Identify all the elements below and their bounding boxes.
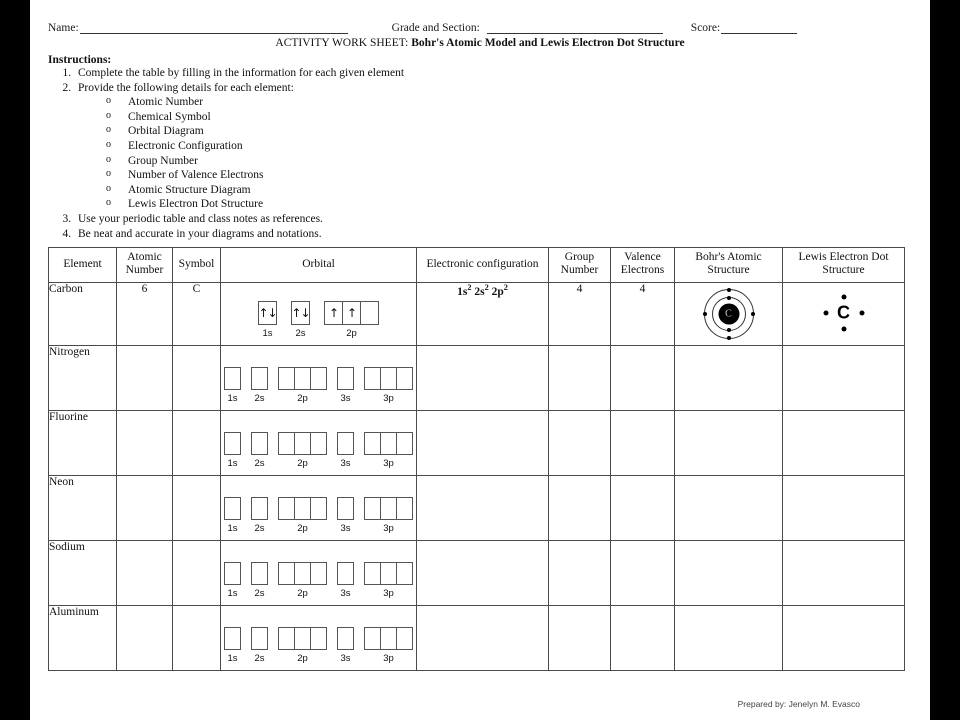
orbital-group — [324, 301, 379, 339]
cell-lewis-structure[interactable] — [783, 345, 905, 410]
orbital-boxes — [251, 367, 268, 390]
orbital-group — [224, 432, 241, 469]
cell-orbital[interactable] — [221, 475, 417, 540]
orbital-group — [364, 497, 413, 534]
cell-atomic-number[interactable] — [117, 605, 173, 670]
orbital-group — [251, 627, 268, 664]
orbital-boxes — [337, 367, 354, 390]
orbital-group — [251, 367, 268, 404]
instructions-heading: Instructions: — [48, 54, 112, 66]
column-header-electronic-configuration: Electronic configuration — [417, 248, 549, 282]
orbital-group — [337, 432, 354, 469]
orbital-arrows: ↑ — [346, 305, 357, 320]
orbital-boxes — [337, 627, 354, 650]
orbital-box[interactable] — [310, 627, 327, 650]
table-row — [49, 345, 905, 410]
orbital-box[interactable] — [380, 432, 397, 455]
orbital-label: 2s — [254, 457, 265, 469]
orbital-label: 2p — [297, 457, 308, 469]
orbital-boxes — [278, 562, 327, 585]
orbital-boxes — [258, 301, 277, 325]
table-row — [49, 605, 905, 670]
orbital-label: 2s — [254, 587, 265, 599]
instruction-detail: o Lewis Electron Dot Structure — [106, 197, 912, 212]
table-row — [49, 475, 905, 540]
instruction-detail: o Chemical Symbol — [106, 110, 912, 125]
orbital-group — [291, 301, 310, 339]
column-header-lewis-structure: Lewis Electron Dot Structure — [783, 248, 905, 282]
table-header-row — [49, 248, 905, 282]
orbital-label: 3p — [383, 457, 394, 469]
electron-dot — [727, 296, 731, 300]
orbital-label: 1s — [227, 587, 238, 599]
cell-atomic-number[interactable] — [117, 410, 173, 475]
orbital-box[interactable] — [380, 497, 397, 520]
cell-group-number[interactable] — [549, 345, 611, 410]
cell-electronic-configuration[interactable] — [417, 475, 549, 540]
instruction-item: 4. Be neat and accurate in your diagrams and notations. — [74, 227, 912, 242]
orbital-diagram[interactable] — [221, 346, 416, 410]
orbital-boxes — [291, 301, 310, 325]
orbital-label: 3s — [340, 457, 351, 469]
orbital-boxes — [251, 432, 268, 455]
cell-element: Aluminum — [49, 605, 117, 670]
orbital-boxes — [364, 367, 413, 390]
orbital-label: 3p — [383, 522, 394, 534]
orbital-group — [364, 562, 413, 599]
orbital-label: 2s — [254, 522, 265, 534]
orbital-boxes — [324, 301, 379, 325]
cell-group-number[interactable] — [549, 605, 611, 670]
orbital-boxes — [224, 562, 241, 585]
electron-dot — [727, 336, 731, 340]
orbital-label: 3p — [383, 652, 394, 664]
orbital-box[interactable] — [224, 367, 241, 390]
cell-symbol[interactable] — [173, 345, 221, 410]
orbital-box[interactable] — [294, 432, 311, 455]
orbital-group — [278, 367, 327, 404]
table-body — [49, 282, 905, 670]
orbital-group — [224, 627, 241, 664]
orbital-box[interactable] — [310, 432, 327, 455]
orbital-group — [364, 627, 413, 664]
instruction-item: 1. Complete the table by filling in the information for each given element — [74, 66, 912, 81]
orbital-box[interactable] — [294, 627, 311, 650]
orbital-box[interactable] — [342, 301, 361, 325]
electron-dot — [727, 288, 731, 292]
orbital-box[interactable] — [258, 301, 277, 325]
instruction-item: 3. Use your periodic table and class notes as references. — [74, 212, 912, 227]
orbital-box[interactable] — [396, 627, 413, 650]
column-header-orbital: Orbital — [221, 248, 417, 282]
table-row — [49, 282, 905, 345]
cell-bohr-structure[interactable] — [675, 282, 783, 345]
name-label: Name: — [48, 22, 79, 34]
orbital-group — [258, 301, 277, 339]
cell-orbital[interactable] — [221, 605, 417, 670]
orbital-group — [224, 562, 241, 599]
orbital-label: 3p — [383, 392, 394, 404]
column-header-valence-electrons: Valence Electrons — [611, 248, 675, 282]
orbital-boxes — [364, 432, 413, 455]
orbital-box[interactable] — [294, 497, 311, 520]
orbital-box[interactable] — [364, 627, 381, 650]
cell-atomic-number[interactable] — [117, 475, 173, 540]
score-label: Score: — [690, 22, 721, 34]
orbital-group — [364, 367, 413, 404]
cell-element: Neon — [49, 475, 117, 540]
orbital-label: 2p — [297, 652, 308, 664]
orbital-box[interactable] — [324, 301, 343, 325]
worksheet-title-main: Bohr's Atomic Model and Lewis Electron Dot Structure — [411, 37, 685, 49]
cell-element: Carbon — [49, 282, 117, 345]
orbital-box[interactable] — [224, 627, 241, 650]
orbital-label: 2s — [254, 652, 265, 664]
orbital-box[interactable] — [291, 301, 310, 325]
orbital-label: 3s — [340, 587, 351, 599]
orbital-group — [278, 562, 327, 599]
cell-bohr-structure[interactable] — [675, 540, 783, 605]
orbital-label: 2p — [297, 522, 308, 534]
orbital-box[interactable] — [251, 432, 268, 455]
orbital-label: 3s — [340, 652, 351, 664]
cell-electronic-configuration[interactable] — [417, 410, 549, 475]
orbital-box[interactable] — [396, 432, 413, 455]
cell-bohr-structure[interactable] — [675, 410, 783, 475]
grade-section-blank-line[interactable] — [487, 22, 663, 34]
cell-atomic-number[interactable] — [117, 345, 173, 410]
orbital-box[interactable] — [224, 562, 241, 585]
cell-element: Nitrogen — [49, 345, 117, 410]
orbital-arrows: ↑↓ — [258, 305, 277, 320]
cell-lewis-structure[interactable] — [783, 475, 905, 540]
cell-lewis-structure[interactable] — [783, 282, 905, 345]
orbital-arrows: ↑↓ — [291, 305, 310, 320]
orbital-box[interactable] — [380, 627, 397, 650]
cell-group-number[interactable] — [549, 540, 611, 605]
orbital-box[interactable] — [337, 497, 354, 520]
instruction-details-list — [78, 95, 912, 212]
orbital-label: 1s — [227, 652, 238, 664]
orbital-box[interactable] — [294, 562, 311, 585]
orbital-group — [337, 497, 354, 534]
orbital-box[interactable] — [396, 497, 413, 520]
cell-electronic-configuration[interactable] — [417, 540, 549, 605]
orbital-box[interactable] — [310, 497, 327, 520]
column-header-bohr-structure: Bohr's Atomic Structure — [675, 248, 783, 282]
grade-section-label: Grade and Section: — [391, 22, 480, 34]
instruction-item-label: Provide the following details for each element: — [78, 81, 294, 94]
orbital-box[interactable] — [294, 367, 311, 390]
orbital-box[interactable] — [364, 497, 381, 520]
orbital-box[interactable] — [380, 367, 397, 390]
orbital-group — [278, 432, 327, 469]
orbital-boxes — [278, 432, 327, 455]
cell-electronic-configuration[interactable] — [417, 605, 549, 670]
orbital-boxes — [251, 497, 268, 520]
orbital-boxes — [224, 367, 241, 390]
orbital-label: 2s — [295, 327, 306, 339]
cell-element: Sodium — [49, 540, 117, 605]
orbital-boxes — [364, 497, 413, 520]
orbital-box[interactable] — [251, 497, 268, 520]
orbital-label: 1s — [262, 327, 273, 339]
nucleus: C — [718, 303, 739, 324]
orbital-box[interactable] — [360, 301, 379, 325]
orbital-boxes — [364, 627, 413, 650]
orbital-boxes — [251, 627, 268, 650]
cell-electronic-configuration[interactable] — [417, 345, 549, 410]
orbital-label: 2p — [346, 327, 357, 339]
orbital-box[interactable] — [380, 562, 397, 585]
cell-symbol[interactable] — [173, 605, 221, 670]
orbital-boxes — [337, 432, 354, 455]
cell-element: Fluorine — [49, 410, 117, 475]
orbital-label: 1s — [227, 392, 238, 404]
orbital-boxes — [224, 432, 241, 455]
table-row — [49, 410, 905, 475]
orbital-box[interactable] — [310, 367, 327, 390]
orbital-label: 2p — [297, 587, 308, 599]
orbital-group — [364, 432, 413, 469]
orbital-label: 1s — [227, 522, 238, 534]
valence-dot — [841, 326, 846, 331]
orbital-diagram[interactable] — [221, 411, 416, 475]
orbital-group — [251, 432, 268, 469]
cell-valence-electrons[interactable] — [611, 540, 675, 605]
orbital-group — [251, 497, 268, 534]
cell-bohr-structure[interactable] — [675, 605, 783, 670]
score-blank-line[interactable] — [721, 22, 797, 34]
orbital-box[interactable] — [278, 627, 295, 650]
orbital-boxes — [224, 497, 241, 520]
cell-valence-electrons[interactable] — [611, 475, 675, 540]
instruction-detail: o Electronic Configuration — [106, 139, 912, 154]
orbital-boxes — [337, 562, 354, 585]
orbital-box[interactable] — [278, 367, 295, 390]
instruction-detail: o Atomic Structure Diagram — [106, 183, 912, 198]
cell-bohr-structure[interactable] — [675, 475, 783, 540]
orbital-group — [224, 497, 241, 534]
cell-symbol[interactable]: C — [173, 282, 221, 345]
cell-group-number[interactable] — [549, 410, 611, 475]
orbital-box[interactable] — [337, 432, 354, 455]
orbital-box[interactable] — [364, 562, 381, 585]
electron-dot — [727, 328, 731, 332]
cell-orbital[interactable] — [221, 345, 417, 410]
orbital-label: 2p — [297, 392, 308, 404]
column-header-group-number: Group Number — [549, 248, 611, 282]
valence-dot — [823, 310, 828, 315]
bohr-atomic-structure — [703, 288, 755, 340]
orbital-box[interactable] — [251, 562, 268, 585]
orbital-box[interactable] — [224, 497, 241, 520]
cell-atomic-number[interactable] — [117, 540, 173, 605]
orbital-box[interactable] — [337, 367, 354, 390]
worksheet-title — [48, 37, 912, 49]
orbital-label: 2s — [254, 392, 265, 404]
electron-dot — [751, 312, 755, 316]
column-header-element: Element — [49, 248, 117, 282]
cell-symbol[interactable] — [173, 410, 221, 475]
cell-valence-electrons[interactable] — [611, 605, 675, 670]
instruction-item — [74, 81, 912, 212]
orbital-box[interactable] — [396, 367, 413, 390]
cell-valence-electrons[interactable]: 4 — [611, 282, 675, 345]
instruction-detail: o Number of Valence Electrons — [106, 168, 912, 183]
orbital-box[interactable] — [364, 367, 381, 390]
orbital-group — [278, 497, 327, 534]
cell-group-number[interactable] — [549, 475, 611, 540]
worksheet-page — [30, 0, 930, 720]
lewis-symbol: C — [837, 302, 850, 323]
orbital-box[interactable] — [310, 562, 327, 585]
orbital-group — [337, 562, 354, 599]
cell-orbital[interactable] — [221, 410, 417, 475]
cell-valence-electrons[interactable] — [611, 410, 675, 475]
orbital-diagram[interactable] — [221, 283, 416, 345]
orbital-box[interactable] — [364, 432, 381, 455]
cell-electronic-configuration[interactable]: $1s^2$ $2s^2$ $2p^2$ — [417, 282, 549, 345]
valence-dot — [841, 294, 846, 299]
orbital-boxes — [251, 562, 268, 585]
orbital-box[interactable] — [396, 562, 413, 585]
cell-symbol[interactable] — [173, 475, 221, 540]
cell-lewis-structure[interactable] — [783, 605, 905, 670]
identification-line — [48, 22, 912, 34]
orbital-boxes — [278, 627, 327, 650]
column-header-symbol: Symbol — [173, 248, 221, 282]
table-row — [49, 540, 905, 605]
cell-orbital[interactable] — [221, 540, 417, 605]
orbital-label: 3p — [383, 587, 394, 599]
orbital-group — [337, 627, 354, 664]
prepared-by: Prepared by: Jenelyn M. Evasco — [737, 698, 860, 709]
orbital-box[interactable] — [278, 562, 295, 585]
cell-atomic-number[interactable]: 6 — [117, 282, 173, 345]
cell-orbital[interactable] — [221, 282, 417, 345]
instructions-list — [48, 66, 912, 241]
orbital-boxes — [278, 367, 327, 390]
orbital-group — [278, 627, 327, 664]
cell-lewis-structure[interactable] — [783, 540, 905, 605]
column-header-atomic-number: Atomic Number — [117, 248, 173, 282]
orbital-boxes — [278, 497, 327, 520]
orbital-label: 1s — [227, 457, 238, 469]
orbital-box[interactable] — [224, 432, 241, 455]
instruction-detail: o Group Number — [106, 154, 912, 169]
orbital-diagram[interactable] — [221, 476, 416, 540]
orbital-label: 3s — [340, 522, 351, 534]
worksheet-title-prefix: ACTIVITY WORK SHEET: — [275, 37, 412, 49]
orbital-group — [337, 367, 354, 404]
cell-symbol[interactable] — [173, 540, 221, 605]
orbital-box[interactable] — [337, 627, 354, 650]
orbital-label: 3s — [340, 392, 351, 404]
cell-lewis-structure[interactable] — [783, 410, 905, 475]
orbital-group — [251, 562, 268, 599]
instruction-detail: o Orbital Diagram — [106, 124, 912, 139]
electron-dot — [703, 312, 707, 316]
orbital-boxes — [337, 497, 354, 520]
orbital-box[interactable] — [337, 562, 354, 585]
orbital-boxes — [364, 562, 413, 585]
lewis-dot-structure — [822, 293, 866, 333]
orbital-boxes — [224, 627, 241, 650]
cell-valence-electrons[interactable] — [611, 345, 675, 410]
cell-bohr-structure[interactable] — [675, 345, 783, 410]
orbital-box[interactable] — [251, 627, 268, 650]
name-blank-line[interactable] — [80, 22, 348, 34]
instruction-detail: o Atomic Number — [106, 95, 912, 110]
valence-dot — [859, 310, 864, 315]
orbital-group — [224, 367, 241, 404]
cell-group-number[interactable]: 4 — [549, 282, 611, 345]
orbital-arrows: ↑ — [328, 305, 339, 320]
orbital-box[interactable] — [251, 367, 268, 390]
orbital-diagram[interactable] — [221, 541, 416, 605]
orbital-box[interactable] — [278, 497, 295, 520]
worksheet-table — [48, 247, 905, 670]
orbital-diagram[interactable] — [221, 606, 416, 670]
orbital-box[interactable] — [278, 432, 295, 455]
